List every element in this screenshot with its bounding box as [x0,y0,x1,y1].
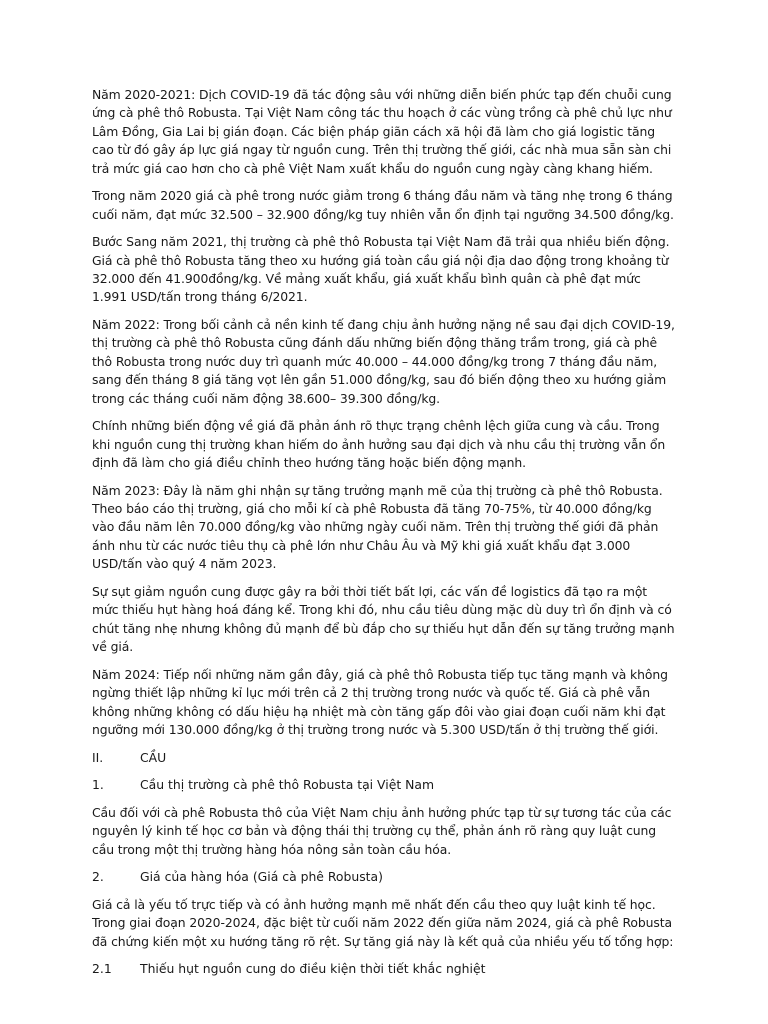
paragraph-2020-prices: Trong năm 2020 giá cà phê trong nước giảm trong 6 tháng đầu năm và tăng nhẹ trong 6 tháng cuối năm, đạt mức 32.500 – 32.900 đồng/kg tuy nhiên vẫn ổn định tại ngưỡng 34.500 đồng/kg. [92,188,674,222]
subheading-market-demand [92,776,676,794]
paragraph-2020-2021: Năm 2020-2021: Dịch COVID-19 đã tác động sâu với những diễn biến phức tạp đến chuỗi cung ứng cà phê thô Robusta. Tại Việt Nam công tác thu hoạch ở các vùng trồng cà phê chủ lực như Lâm Đồng, Gia Lai bị gián đoạn. Các biện pháp giãn cách xã hội đã làm cho giá logistic tăng cao từ đó gây áp lực giá ngay từ nguồn cung. Trên thị trường thế giới, các nhà mua sẵn sàn chi trả mức giá cao hơn cho cà phê Việt Nam xuất khẩu do nguồn cung ngày càng khang hiếm. [92,87,672,176]
paragraph-2021: Bước Sang năm 2021, thị trường cà phê thô Robusta tại Việt Nam đã trải qua nhiều biến động. Giá cà phê thô Robusta tăng theo xu hướng giá toàn cầu giá nội địa dao động trong khoảng từ 32.000 đến 41.900đồng/kg. Về mảng xuất khẩu, giá xuất khẩu bình quân cà phê đạt mức 1.991 USD/tấn trong tháng 6/2021. [92,234,670,305]
subheading-title: Cầu thị trường cà phê thô Robusta tại Việt Nam [140,777,435,793]
subheading-number: 2.1 [92,961,112,977]
subheading-title: Giá của hàng hóa (Giá cà phê Robusta) [140,869,383,885]
paragraph-demand-intro: Cầu đối với cà phê Robusta thô của Việt Nam chịu ảnh hưởng phức tạp từ sự tương tác của các nguyên lý kinh tế học cơ bản và động thái thị trường cụ thể, phản ánh rõ ràng quy luật cung cầu trong một thị trường hàng hóa nông sản toàn cầu hóa. [92,804,672,857]
subheading-number: 2. [92,869,104,885]
section-title: CẦU [140,749,167,765]
paragraph-2022: Năm 2022: Trong bối cảnh cả nền kinh tế đang chịu ảnh hưởng nặng nề sau đại dịch COVID-19, thị trường cà phê thô Robusta cũng đánh dấu những biến động thăng trầm trong, giá cà phê thô Robusta trong nước duy trì quanh mức 40.000 – 44.000 đồng/kg trong 7 tháng đầu năm, sang đến tháng 8 giá tăng vọt lên gần 51.000 đồng/kg, sau đó biến động theo xu hướng giảm trong các tháng cuối năm động 38.600– 39.300 đồng/kg. [92,317,675,406]
paragraph-2024: Năm 2024: Tiếp nối những năm gần đây, giá cà phê thô Robusta tiếp tục tăng mạnh và không ngừng thiết lập những kỉ lục mới trên cả 2 thị trường trong nước và quốc tế. Giá cà phê vẫn không những không có dấu hiệu hạ nhiệt mà còn tăng gấp đôi vào giai đoạn cuối năm khi đạt ngưỡng mới 130.000 đồng/kg ở thị trường trong nước và 5.300 USD/tấn ở thị trường thế giới. [92,666,668,737]
paragraph-2023: Năm 2023: Đây là năm ghi nhận sự tăng trưởng mạnh mẽ của thị trường cà phê thô Robusta. Theo báo cáo thị trường, giá cho mỗi kí cà phê Robusta đã tăng 70-75%, từ 40.000 đồng/kg vào đầu năm lên 70.000 đồng/kg vào những ngày cuối năm. Trên thị trường thế giới đã phản ánh nhu từ các nước tiêu thụ cà phê lớn như Châu Âu và Mỹ khi giá xuất khẩu đạt 3.000 USD/tấn vào quý 4 năm 2023. [92,482,663,572]
subheading-supply-weather [92,960,676,978]
paragraph-supply-shortage: Sự sụt giảm nguồn cung được gây ra bởi thời tiết bất lợi, các vấn đề logistics đã tạo ra một mức thiếu hụt hàng hoá đáng kể. Trong khi đó, nhu cầu tiêu dùng mặc dù duy trì ổn định và có chút tăng nhẹ nhưng không đủ mạnh để bù đắp cho sự thiếu hụt dẫn đến sự tăng trưởng mạnh về giá. [92,583,675,655]
subheading-title: Thiếu hụt nguồn cung do điều kiện thời tiết khắc nghiệt [140,961,486,977]
subheading-number: 1. [92,777,104,793]
paragraph-price-factor: Giá cả là yếu tố trực tiếp và có ảnh hưởng mạnh mẽ nhất đến cầu theo quy luật kinh tế học. Trong giai đoạn 2020-2024, đặc biệt từ cuối năm 2022 đến giữa năm 2024, giá cà phê Robusta đã chứng kiến một xu hướng tăng rõ rệt. Sự tăng giá này là kết quả của nhiều yếu tố tổng hợp: [92,896,674,949]
paragraph-supply-demand: Chính những biến động về giá đã phản ánh rõ thực trạng chênh lệch giữa cung và cầu. Trong khi nguồn cung thị trường khan hiếm do ảnh hưởng sau đại dịch và nhu cầu thị trường vẫn ổn định đã làm cho giá điều chỉnh theo hướng tăng hoặc biến động mạnh. [92,418,666,471]
section-number: II. [92,749,104,765]
subheading-price [92,868,676,886]
section-heading-demand [92,749,676,767]
